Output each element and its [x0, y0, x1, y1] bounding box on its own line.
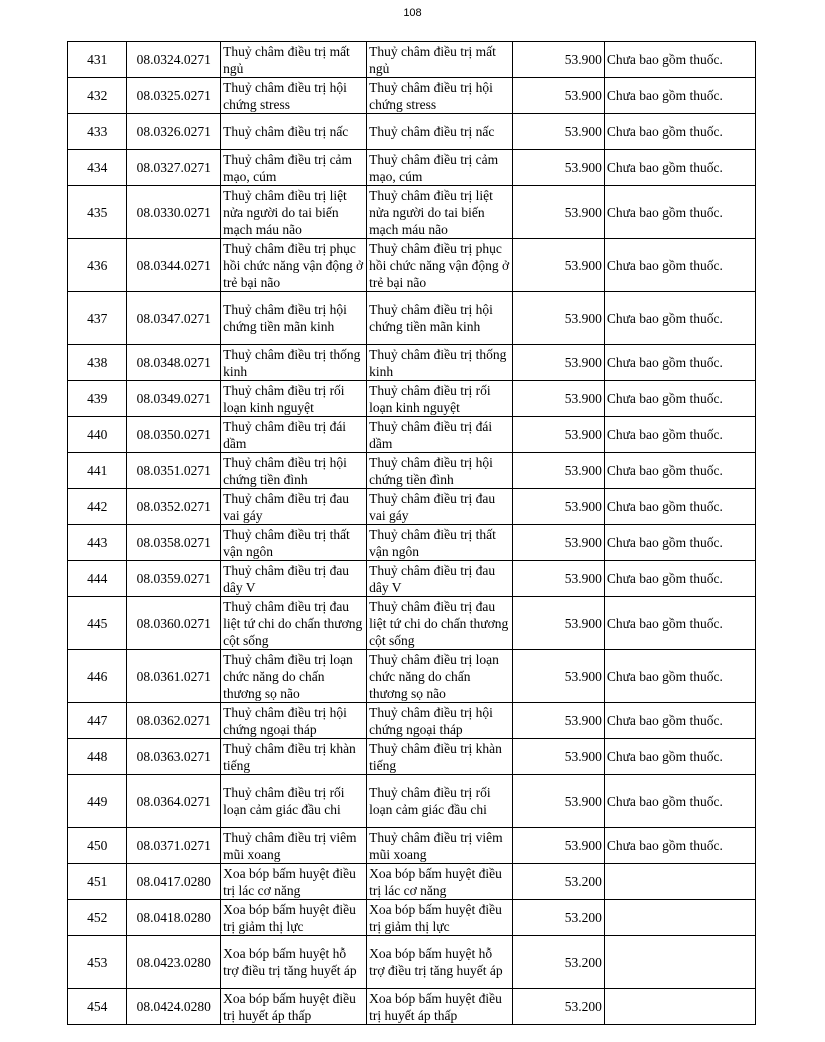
service-name-cell: Xoa bóp bấm huyệt điều trị huyết áp thấp [221, 989, 367, 1025]
service-name-cell: Xoa bóp bấm huyệt điều trị lác cơ năng [221, 864, 367, 900]
note-cell: Chưa bao gồm thuốc. [604, 525, 755, 561]
service-name-cell: Thuỷ châm điều trị nấc [221, 114, 367, 150]
service-name-approved-cell: Thuỷ châm điều trị khàn tiếng [367, 739, 513, 775]
service-name-approved-cell: Thuỷ châm điều trị thất vận ngôn [367, 525, 513, 561]
note-cell: Chưa bao gồm thuốc. [604, 292, 755, 345]
price-cell: 53.200 [513, 936, 605, 989]
row-number-cell: 442 [68, 489, 127, 525]
note-cell: Chưa bao gồm thuốc. [604, 78, 755, 114]
table-row [68, 650, 756, 703]
service-name-cell: Xoa bóp bấm huyệt hỗ trợ điều trị tăng huyết áp [221, 936, 367, 989]
table-row [68, 936, 756, 989]
service-name-approved-cell: Xoa bóp bấm huyệt điều trị giảm thị lực [367, 900, 513, 936]
service-code-cell: 08.0327.0271 [127, 150, 221, 186]
row-number-cell: 431 [68, 42, 127, 78]
table-row [68, 186, 756, 239]
price-cell: 53.900 [513, 78, 605, 114]
service-code-cell: 08.0423.0280 [127, 936, 221, 989]
service-name-approved-cell: Xoa bóp bấm huyệt điều trị lác cơ năng [367, 864, 513, 900]
row-number-cell: 453 [68, 936, 127, 989]
service-code-cell: 08.0351.0271 [127, 453, 221, 489]
note-cell: Chưa bao gồm thuốc. [604, 417, 755, 453]
service-name-approved-cell: Thuỷ châm điều trị hội chứng ngoại tháp [367, 703, 513, 739]
note-cell [604, 936, 755, 989]
service-code-cell: 08.0418.0280 [127, 900, 221, 936]
row-number-cell: 446 [68, 650, 127, 703]
service-name-cell: Thuỷ châm điều trị khàn tiếng [221, 739, 367, 775]
price-cell: 53.900 [513, 489, 605, 525]
price-cell: 53.900 [513, 739, 605, 775]
table-row [68, 150, 756, 186]
row-number-cell: 435 [68, 186, 127, 239]
note-cell: Chưa bao gồm thuốc. [604, 703, 755, 739]
service-name-cell: Thuỷ châm điều trị phục hồi chức năng vận động ở trẻ bại não [221, 239, 367, 292]
row-number-cell: 433 [68, 114, 127, 150]
price-cell: 53.900 [513, 381, 605, 417]
price-cell: 53.900 [513, 597, 605, 650]
price-cell: 53.200 [513, 989, 605, 1025]
row-number-cell: 434 [68, 150, 127, 186]
note-cell: Chưa bao gồm thuốc. [604, 828, 755, 864]
service-code-cell: 08.0417.0280 [127, 864, 221, 900]
service-name-cell: Thuỷ châm điều trị hội chứng tiền mãn kinh [221, 292, 367, 345]
service-code-cell: 08.0348.0271 [127, 345, 221, 381]
row-number-cell: 450 [68, 828, 127, 864]
service-name-cell: Thuỷ châm điều trị thất vận ngôn [221, 525, 367, 561]
price-cell: 53.900 [513, 186, 605, 239]
note-cell: Chưa bao gồm thuốc. [604, 453, 755, 489]
service-name-approved-cell: Thuỷ châm điều trị nấc [367, 114, 513, 150]
table-row [68, 292, 756, 345]
note-cell: Chưa bao gồm thuốc. [604, 239, 755, 292]
note-cell: Chưa bao gồm thuốc. [604, 381, 755, 417]
row-number-cell: 443 [68, 525, 127, 561]
service-code-cell: 08.0360.0271 [127, 597, 221, 650]
service-name-cell: Thuỷ châm điều trị đau dây V [221, 561, 367, 597]
service-code-cell: 08.0350.0271 [127, 417, 221, 453]
table-row [68, 345, 756, 381]
table-row [68, 453, 756, 489]
service-name-approved-cell: Thuỷ châm điều trị rối loạn cảm giác đầu chi [367, 775, 513, 828]
service-name-cell: Thuỷ châm điều trị viêm mũi xoang [221, 828, 367, 864]
service-code-cell: 08.0424.0280 [127, 989, 221, 1025]
service-name-cell: Thuỷ châm điều trị thống kinh [221, 345, 367, 381]
service-code-cell: 08.0347.0271 [127, 292, 221, 345]
price-cell: 53.900 [513, 828, 605, 864]
service-code-cell: 08.0358.0271 [127, 525, 221, 561]
note-cell: Chưa bao gồm thuốc. [604, 42, 755, 78]
table-row [68, 561, 756, 597]
service-code-cell: 08.0344.0271 [127, 239, 221, 292]
service-name-approved-cell: Thuỷ châm điều trị đau liệt tứ chi do chấn thương cột sống [367, 597, 513, 650]
price-cell: 53.900 [513, 239, 605, 292]
service-code-cell: 08.0363.0271 [127, 739, 221, 775]
row-number-cell: 436 [68, 239, 127, 292]
table-row [68, 239, 756, 292]
table-row [68, 864, 756, 900]
service-code-cell: 08.0324.0271 [127, 42, 221, 78]
note-cell: Chưa bao gồm thuốc. [604, 650, 755, 703]
service-code-cell: 08.0325.0271 [127, 78, 221, 114]
service-code-cell: 08.0330.0271 [127, 186, 221, 239]
row-number-cell: 432 [68, 78, 127, 114]
service-name-approved-cell: Thuỷ châm điều trị rối loạn kinh nguyệt [367, 381, 513, 417]
service-code-cell: 08.0352.0271 [127, 489, 221, 525]
price-cell: 53.900 [513, 417, 605, 453]
service-code-cell: 08.0326.0271 [127, 114, 221, 150]
row-number-cell: 439 [68, 381, 127, 417]
service-name-approved-cell: Xoa bóp bấm huyệt điều trị huyết áp thấp [367, 989, 513, 1025]
service-name-approved-cell: Thuỷ châm điều trị viêm mũi xoang [367, 828, 513, 864]
service-name-cell: Thuỷ châm điều trị hội chứng tiền đình [221, 453, 367, 489]
table-body [68, 42, 756, 1025]
service-name-cell: Thuỷ châm điều trị đau vai gáy [221, 489, 367, 525]
service-name-approved-cell: Thuỷ châm điều trị phục hồi chức năng vận động ở trẻ bại não [367, 239, 513, 292]
service-name-approved-cell: Thuỷ châm điều trị đái dầm [367, 417, 513, 453]
note-cell [604, 864, 755, 900]
price-cell: 53.900 [513, 114, 605, 150]
service-name-cell: Xoa bóp bấm huyệt điều trị giảm thị lực [221, 900, 367, 936]
service-name-cell: Thuỷ châm điều trị hội chứng ngoại tháp [221, 703, 367, 739]
note-cell: Chưa bao gồm thuốc. [604, 489, 755, 525]
table-row [68, 417, 756, 453]
table-row [68, 42, 756, 78]
service-name-cell: Thuỷ châm điều trị loạn chức năng do chấn thương sọ não [221, 650, 367, 703]
table-row [68, 828, 756, 864]
row-number-cell: 448 [68, 739, 127, 775]
service-name-approved-cell: Thuỷ châm điều trị thống kinh [367, 345, 513, 381]
table-row [68, 489, 756, 525]
price-cell: 53.900 [513, 775, 605, 828]
note-cell: Chưa bao gồm thuốc. [604, 150, 755, 186]
service-name-approved-cell: Thuỷ châm điều trị đau dây V [367, 561, 513, 597]
service-name-approved-cell: Thuỷ châm điều trị hội chứng tiền mãn kinh [367, 292, 513, 345]
note-cell: Chưa bao gồm thuốc. [604, 114, 755, 150]
table-row [68, 525, 756, 561]
note-cell: Chưa bao gồm thuốc. [604, 597, 755, 650]
table-row [68, 739, 756, 775]
service-code-cell: 08.0362.0271 [127, 703, 221, 739]
price-cell: 53.200 [513, 900, 605, 936]
service-name-approved-cell: Thuỷ châm điều trị cảm mạo, cúm [367, 150, 513, 186]
row-number-cell: 447 [68, 703, 127, 739]
price-cell: 53.900 [513, 703, 605, 739]
service-code-cell: 08.0359.0271 [127, 561, 221, 597]
service-name-approved-cell: Thuỷ châm điều trị loạn chức năng do chấn thương sọ não [367, 650, 513, 703]
table-row [68, 703, 756, 739]
note-cell: Chưa bao gồm thuốc. [604, 739, 755, 775]
service-name-approved-cell: Thuỷ châm điều trị mất ngủ [367, 42, 513, 78]
note-cell: Chưa bao gồm thuốc. [604, 345, 755, 381]
price-cell: 53.900 [513, 292, 605, 345]
service-name-cell: Thuỷ châm điều trị đái dầm [221, 417, 367, 453]
service-name-approved-cell: Thuỷ châm điều trị đau vai gáy [367, 489, 513, 525]
service-name-cell: Thuỷ châm điều trị đau liệt tứ chi do chấn thương cột sống [221, 597, 367, 650]
note-cell [604, 900, 755, 936]
service-name-cell: Thuỷ châm điều trị liệt nửa người do tai biến mạch máu não [221, 186, 367, 239]
row-number-cell: 441 [68, 453, 127, 489]
price-cell: 53.900 [513, 525, 605, 561]
note-cell [604, 989, 755, 1025]
service-name-cell: Thuỷ châm điều trị rối loạn kinh nguyệt [221, 381, 367, 417]
row-number-cell: 454 [68, 989, 127, 1025]
row-number-cell: 440 [68, 417, 127, 453]
service-code-cell: 08.0364.0271 [127, 775, 221, 828]
service-code-cell: 08.0371.0271 [127, 828, 221, 864]
row-number-cell: 449 [68, 775, 127, 828]
price-cell: 53.900 [513, 42, 605, 78]
row-number-cell: 438 [68, 345, 127, 381]
price-cell: 53.900 [513, 345, 605, 381]
service-code-cell: 08.0361.0271 [127, 650, 221, 703]
page-number: 108 [403, 7, 422, 19]
service-code-cell: 08.0349.0271 [127, 381, 221, 417]
price-cell: 53.200 [513, 864, 605, 900]
service-name-approved-cell: Thuỷ châm điều trị liệt nửa người do tai biến mạch máu não [367, 186, 513, 239]
table-row [68, 78, 756, 114]
note-cell: Chưa bao gồm thuốc. [604, 775, 755, 828]
table-row [68, 900, 756, 936]
service-name-approved-cell: Xoa bóp bấm huyệt hỗ trợ điều trị tăng huyết áp [367, 936, 513, 989]
service-name-cell: Thuỷ châm điều trị hội chứng stress [221, 78, 367, 114]
service-name-approved-cell: Thuỷ châm điều trị hội chứng tiền đình [367, 453, 513, 489]
service-name-cell: Thuỷ châm điều trị cảm mạo, cúm [221, 150, 367, 186]
table-row [68, 775, 756, 828]
price-cell: 53.900 [513, 453, 605, 489]
service-name-cell: Thuỷ châm điều trị mất ngủ [221, 42, 367, 78]
table-row [68, 597, 756, 650]
price-cell: 53.900 [513, 561, 605, 597]
table-row [68, 989, 756, 1025]
price-cell: 53.900 [513, 650, 605, 703]
note-cell: Chưa bao gồm thuốc. [604, 561, 755, 597]
row-number-cell: 452 [68, 900, 127, 936]
price-cell: 53.900 [513, 150, 605, 186]
table-row [68, 114, 756, 150]
row-number-cell: 445 [68, 597, 127, 650]
row-number-cell: 451 [68, 864, 127, 900]
row-number-cell: 437 [68, 292, 127, 345]
row-number-cell: 444 [68, 561, 127, 597]
service-name-cell: Thuỷ châm điều trị rối loạn cảm giác đầu chi [221, 775, 367, 828]
note-cell: Chưa bao gồm thuốc. [604, 186, 755, 239]
service-name-approved-cell: Thuỷ châm điều trị hội chứng stress [367, 78, 513, 114]
price-table [67, 41, 756, 1025]
table-row [68, 381, 756, 417]
